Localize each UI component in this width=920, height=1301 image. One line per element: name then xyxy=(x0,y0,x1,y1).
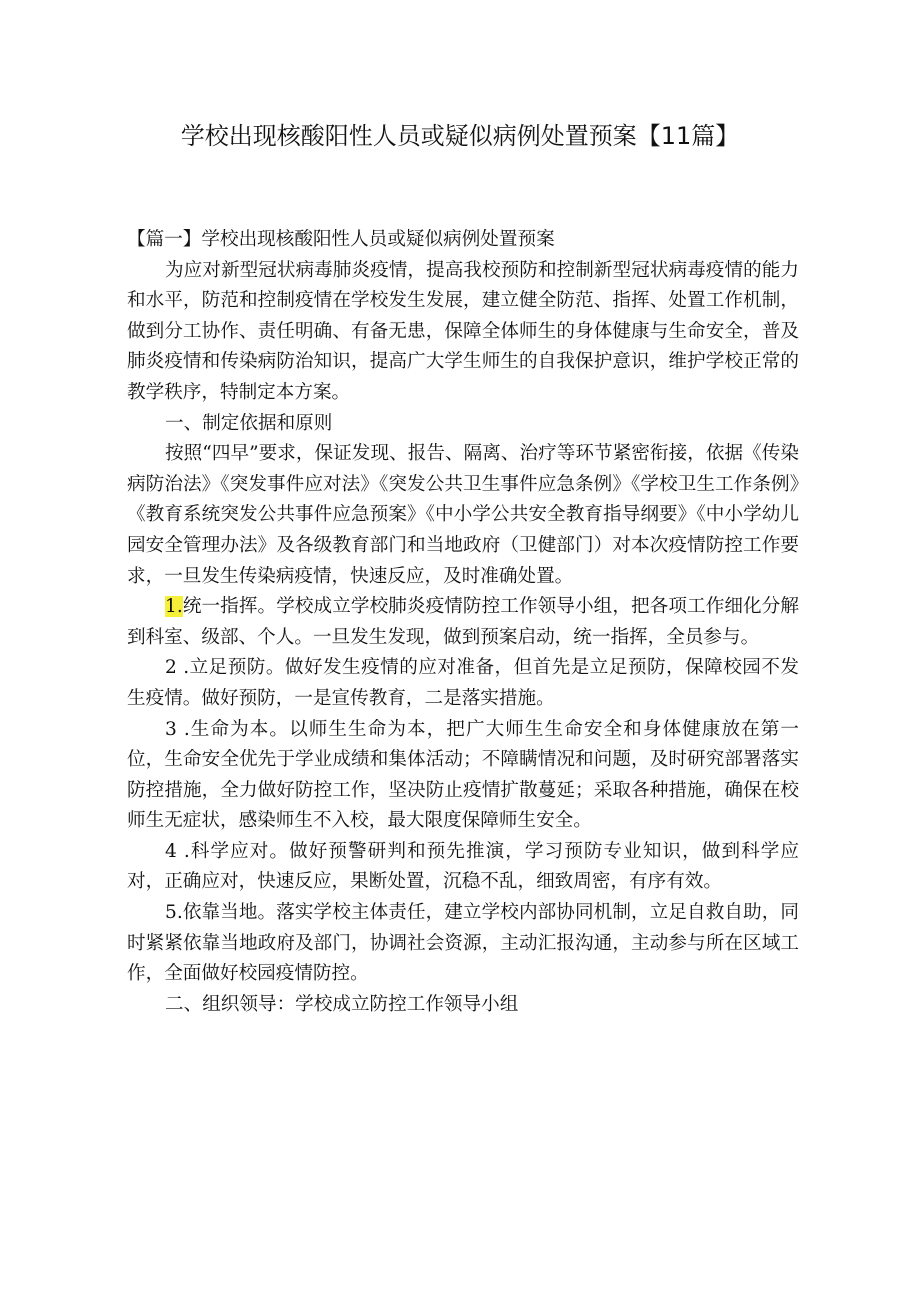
heading-basis-principles: 一、制定依据和原则 xyxy=(165,412,333,434)
item-2-text: .立足预防。做好发生疫情的应对准备，但首先是立足预防，保障校园不发生疫情。做好预防，一是宣传教育，二是落实措施。 xyxy=(127,657,799,709)
item-1-text: 统一指挥。学校成立学校肺炎疫情防控工作领导小组，把各项工作细化分解到科室、级部、个人。一旦发生发现，做到预案启动，统一指挥，全员参与。 xyxy=(127,596,799,648)
document-body xyxy=(127,225,799,1020)
item-3-text: .生命为本。以师生生命为本，把广大师生生命安全和身体健康放在第一位，生命安全优先于学业成绩和集体活动；不障瞒情况和问题，及时研究部署落实防控措施，全力做好防控工作，坚决防止疫情扩散蔓延；采取各种措施，确保在校师生无症状，感染师生不入校，最大限度保障师生安全。 xyxy=(127,718,799,832)
item-1-number-highlighted: 1. xyxy=(165,596,183,618)
item-1-paragraph xyxy=(127,592,799,653)
basis-paragraph: 按照“四早”要求，保证发现、报告、隔离、治疗等环节紧密衔接，依据《传染病防治法》《突发事件应对法》《突发公共卫生事件应急条例》《学校卫生工作条例》《教育系统突发公共事件应急预案》《中小学公共安全教育指导纲要》《中小学幼儿园安全管理办法》及各级教育部门和当地政府（卫健部门）对本次疫情防控工作要求，一旦发生传染病疫情，快速反应，及时准确处置。 xyxy=(127,443,799,587)
item-2-paragraph xyxy=(127,653,799,714)
item-3-paragraph xyxy=(127,715,799,837)
item-4-number: 4 xyxy=(165,840,177,862)
item-4-text: .科学应对。做好预警研判和预先推演，学习预防专业知识，做到科学应对，正确应对，快速反应，果断处置，沉稳不乱，细致周密，有序有效。 xyxy=(127,840,799,893)
section-heading: 【篇一】学校出现核酸阳性人员或疑似病例处置预案 xyxy=(127,229,555,250)
item-3-number: 3 xyxy=(165,718,177,740)
item-2-number: 2 xyxy=(165,657,177,679)
document-title: 学校出现核酸阳性人员或疑似病例处置预案【11篇】 xyxy=(180,122,740,150)
heading-organization: 二、组织领导：学校成立防控工作领导小组 xyxy=(165,993,519,1015)
item-4-paragraph xyxy=(127,837,799,898)
intro-paragraph: 为应对新型冠状病毒肺炎疫情，提高我校预防和控制新型冠状病毒疫情的能力和水平，防范和控制疫情在学校发生发展，建立健全防范、指挥、处置工作机制，做到分工协作、责任明确、有备无患，保障全体师生的身体健康与生命安全，普及肺炎疫情和传染病防治知识，提高广大学生师生的自我保护意识，维护学校正常的教学秩序，特制定本方案。 xyxy=(127,259,799,403)
item-5-paragraph: 5.依靠当地。落实学校主体责任，建立学校内部协同机制，立足自救自助，同时紧紧依靠当地政府及部门，协调社会资源，主动汇报沟通，主动参与所在区域工作，全面做好校园疫情防控。 xyxy=(127,902,799,985)
